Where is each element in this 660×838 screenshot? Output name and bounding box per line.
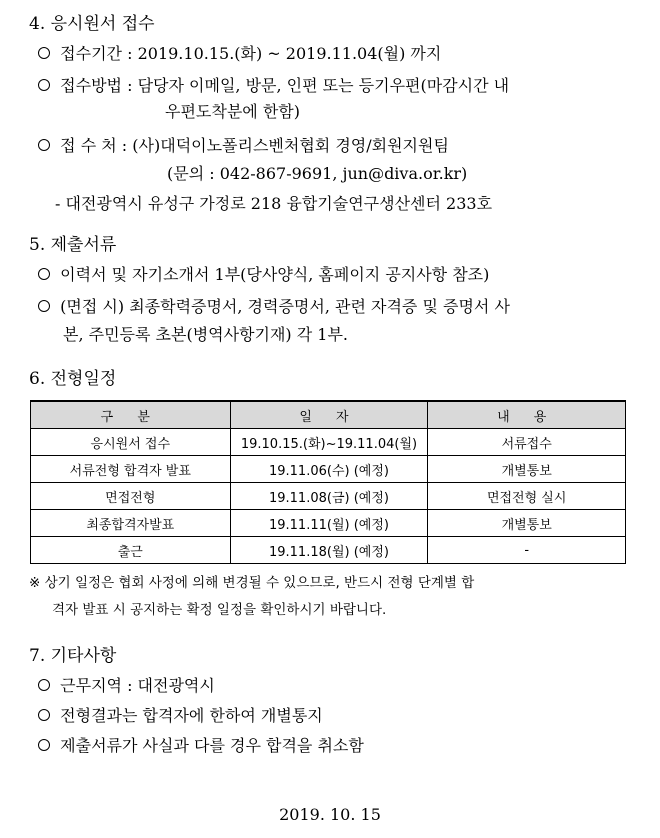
sec5-item-resume [38, 265, 489, 285]
item-value: 담당자 이메일, 방문, 인편 또는 등기우편(마감시간 내 [137, 76, 510, 95]
sec7-item-location [38, 676, 215, 696]
sec7-item-notice [38, 706, 323, 726]
circle-bullet-icon [38, 679, 50, 691]
item-value: 근무지역 : 대전광역시 [60, 676, 215, 695]
schedule-note [29, 573, 474, 593]
sec4-item-method-cont: 우편도착분에 한함) [165, 102, 300, 121]
table-cell: 19.10.15.(화)~19.11.04(월) [230, 429, 428, 456]
circle-bullet-icon [38, 739, 50, 751]
table-row [31, 456, 626, 483]
table-row [31, 537, 626, 564]
table-header-row [31, 401, 626, 429]
sec5-item-interview-docs [38, 297, 510, 317]
footer-date: 2019. 10. 15 [279, 805, 381, 824]
item-value: (사)대덕이노폴리스벤처협회 경영/회원지원팀 [132, 136, 449, 155]
table-cell: 19.11.18(월) (예정) [230, 537, 428, 564]
table-cell: 최종합격자발표 [31, 510, 231, 537]
table-cell: 출근 [31, 537, 231, 564]
table-cell: 19.11.06(수) (예정) [230, 456, 428, 483]
sec4-item-place-contact: (문의 : 042-867-9691, jun@diva.or.kr) [167, 164, 468, 183]
circle-bullet-icon [38, 139, 50, 151]
item-value: 전형결과는 합격자에 한하여 개별통지 [60, 706, 323, 725]
item-label: 접수기간 : [60, 44, 133, 63]
table-cell: 면접전형 실시 [428, 483, 626, 510]
circle-bullet-icon [38, 47, 50, 59]
table-cell: - [428, 537, 626, 564]
section-6-heading: 6. 전형일정 [29, 369, 117, 389]
item-value: (면접 시) 최종학력증명서, 경력증명서, 관련 자격증 및 증명서 사 [60, 297, 510, 316]
reference-mark: ※ [29, 575, 41, 591]
table-row [31, 429, 626, 456]
circle-bullet-icon [38, 268, 50, 280]
section-7-heading: 7. 기타사항 [29, 646, 117, 666]
column-header: 내 용 [428, 401, 626, 429]
circle-bullet-icon [38, 300, 50, 312]
table-cell: 개별통보 [428, 456, 626, 483]
sec4-address: - 대전광역시 유성구 가정로 218 융합기술연구생산센터 233호 [55, 194, 493, 213]
table-cell: 19.11.11(월) (예정) [230, 510, 428, 537]
column-header: 일 자 [230, 401, 428, 429]
circle-bullet-icon [38, 79, 50, 91]
note-line-1: 상기 일정은 협회 사정에 의해 변경될 수 있으므로, 반드시 전형 단계별 합 [44, 575, 475, 591]
item-label: 접 수 처 : [60, 136, 128, 155]
sec4-item-period [38, 44, 441, 64]
table-cell: 응시원서 접수 [31, 429, 231, 456]
table-cell: 서류전형 합격자 발표 [31, 456, 231, 483]
item-value: 이력서 및 자기소개서 1부(당사양식, 홈페이지 공지사항 참조) [60, 265, 490, 284]
column-header: 구 분 [31, 401, 231, 429]
item-label: 접수방법 : [60, 76, 133, 95]
sec7-item-cancel [38, 736, 364, 756]
table-row [31, 510, 626, 537]
circle-bullet-icon [38, 709, 50, 721]
table-cell: 19.11.08(금) (예정) [230, 483, 428, 510]
table-row [31, 483, 626, 510]
sec4-item-place [38, 136, 449, 156]
sec4-item-method [38, 76, 509, 96]
schedule-note-cont: 격자 발표 시 공지하는 확정 일정을 확인하시기 바랍니다. [52, 602, 387, 618]
table-cell: 서류접수 [428, 429, 626, 456]
table-cell: 면접전형 [31, 483, 231, 510]
section-4-heading: 4. 응시원서 접수 [29, 14, 155, 34]
item-value: 제출서류가 사실과 다를 경우 합격을 취소함 [60, 736, 364, 755]
item-value: 2019.10.15.(화) ~ 2019.11.04(월) 까지 [137, 44, 442, 63]
schedule-table [30, 400, 626, 564]
sec5-item-interview-docs-cont: 본, 주민등록 초본(병역사항기재) 각 1부. [63, 325, 349, 344]
table-cell: 개별통보 [428, 510, 626, 537]
section-5-heading: 5. 제출서류 [29, 235, 117, 255]
